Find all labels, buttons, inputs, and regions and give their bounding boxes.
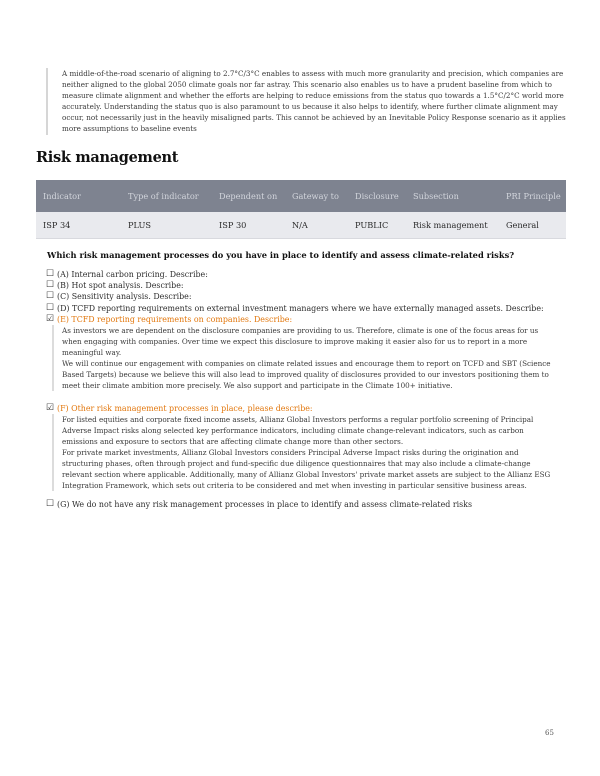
option-g-label: (G) We do not have any risk management processes in place to identify and assess climate-related risks <box>57 500 472 510</box>
header-disclosure: Disclosure <box>348 180 406 212</box>
header-dependent-on: Dependent on <box>212 180 285 212</box>
table-header-row <box>36 180 566 212</box>
checkbox-unchecked-icon[interactable]: ☐ <box>46 269 55 280</box>
option-e-response-paragraph: As investors we are dependent on the disclosure companies are providing to us. Therefore, climate is one of the focus areas for us when engaging with companies. Over time we expect this disclosure to improve making it easier also for us to report in a more meaningful way. <box>62 325 539 357</box>
cell-indicator: ISP 34 <box>36 212 121 239</box>
cell-dependent-on: ISP 30 <box>212 212 285 239</box>
option-f-response-paragraph: For listed equities and corporate fixed income assets, Allianz Global Investors performs a regular portfolio screening of Principal Adverse Impact risks along selected key performance indicators, including climate change-relevant indicators, such as carbon emissions and exposure to sectors that are affecting climate change more than other sectors. <box>62 415 534 447</box>
option-e[interactable] <box>46 314 560 325</box>
question-heading: Which risk management processes do you have in place to identify and assess climate-related risks? <box>47 250 515 260</box>
checkbox-unchecked-icon[interactable]: ☐ <box>46 499 55 510</box>
option-g[interactable] <box>46 499 560 510</box>
checkbox-unchecked-icon[interactable]: ☐ <box>46 280 55 291</box>
intro-quote: A middle-of-the-road scenario of aligning to 2.7°C/3°C enables to assess with much more granularity and precision, which companies are neither aligned to the global 2050 climate goals nor far astray. This scenario also enables us to have a prudent baseline from which to measure climate alignment and whether the efforts are helping to reduce emissions from the status quo towards a 1.5°C/2°C world more accurately. Understanding the status quo is also paramount to us because it also helps to identify, where further climate alignment may occur, not necessarily just in the heavily misaligned parts. This cannot be achieved by an Inevitable Policy Response scenario as it applies more assumptions to baseline events <box>46 68 570 135</box>
option-f[interactable] <box>46 403 560 414</box>
option-d[interactable] <box>46 303 560 314</box>
option-c[interactable] <box>46 291 560 302</box>
header-type-of-indicator: Type of indicator <box>121 180 212 212</box>
option-f-response-paragraph: For private market investments, Allianz Global Investors considers Principal Adverse Impact risks during the origination and structuring phases, often through project and fund-specific due diligence questionnaires that may also include a climate-change relevant section where applicable. Additionally, many of Allianz Global Investors' private market assets are subject to the Allianz ESG Integration Framework, which sets out criteria to be considered and met when investing in particular sensitive business areas. <box>62 448 551 491</box>
cell-gateway-to: N/A <box>285 212 348 239</box>
indicator-table <box>36 180 566 239</box>
header-pri-principle: PRI Principle <box>499 180 566 212</box>
option-b[interactable] <box>46 280 560 291</box>
option-c-label: (C) Sensitivity analysis. Describe: <box>57 292 192 302</box>
option-list <box>46 269 560 510</box>
cell-subsection: Risk management <box>406 212 499 239</box>
table-row <box>36 212 566 239</box>
checkbox-unchecked-icon[interactable]: ☐ <box>46 302 55 313</box>
option-f-label: (F) Other risk management processes in place, please describe: <box>57 404 313 414</box>
option-a-label: (A) Internal carbon pricing. Describe: <box>57 270 208 280</box>
option-e-response-paragraph: We will continue our engagement with companies on climate related issues and encourage them to report on TCFD and SBT (Science Based Targets) because we believe this will also lead to improved quality of disclosures provided to our investors positioning them to meet their climate ambition more precisely. We also support and participate in the Climate 100+ initiative. <box>62 358 551 390</box>
cell-pri-principle: General <box>499 212 566 239</box>
header-subsection: Subsection <box>406 180 499 212</box>
option-e-response <box>52 325 558 391</box>
page-number: 65 <box>545 729 554 737</box>
option-d-label: (D) TCFD reporting requirements on external investment managers where we have externally managed assets. Describe: <box>57 303 544 313</box>
checkbox-checked-icon[interactable]: ☑ <box>46 313 55 324</box>
checkbox-unchecked-icon[interactable]: ☐ <box>46 291 55 302</box>
header-indicator: Indicator <box>36 180 121 212</box>
option-f-response <box>52 414 558 491</box>
option-b-label: (B) Hot spot analysis. Describe: <box>57 281 184 291</box>
section-title: Risk management <box>36 149 179 166</box>
option-a[interactable] <box>46 269 560 280</box>
cell-type-of-indicator: PLUS <box>121 212 212 239</box>
checkbox-checked-icon[interactable]: ☑ <box>46 403 55 414</box>
cell-disclosure: PUBLIC <box>348 212 406 239</box>
header-gateway-to: Gateway to <box>285 180 348 212</box>
option-e-label: (E) TCFD reporting requirements on companies. Describe: <box>57 314 293 324</box>
